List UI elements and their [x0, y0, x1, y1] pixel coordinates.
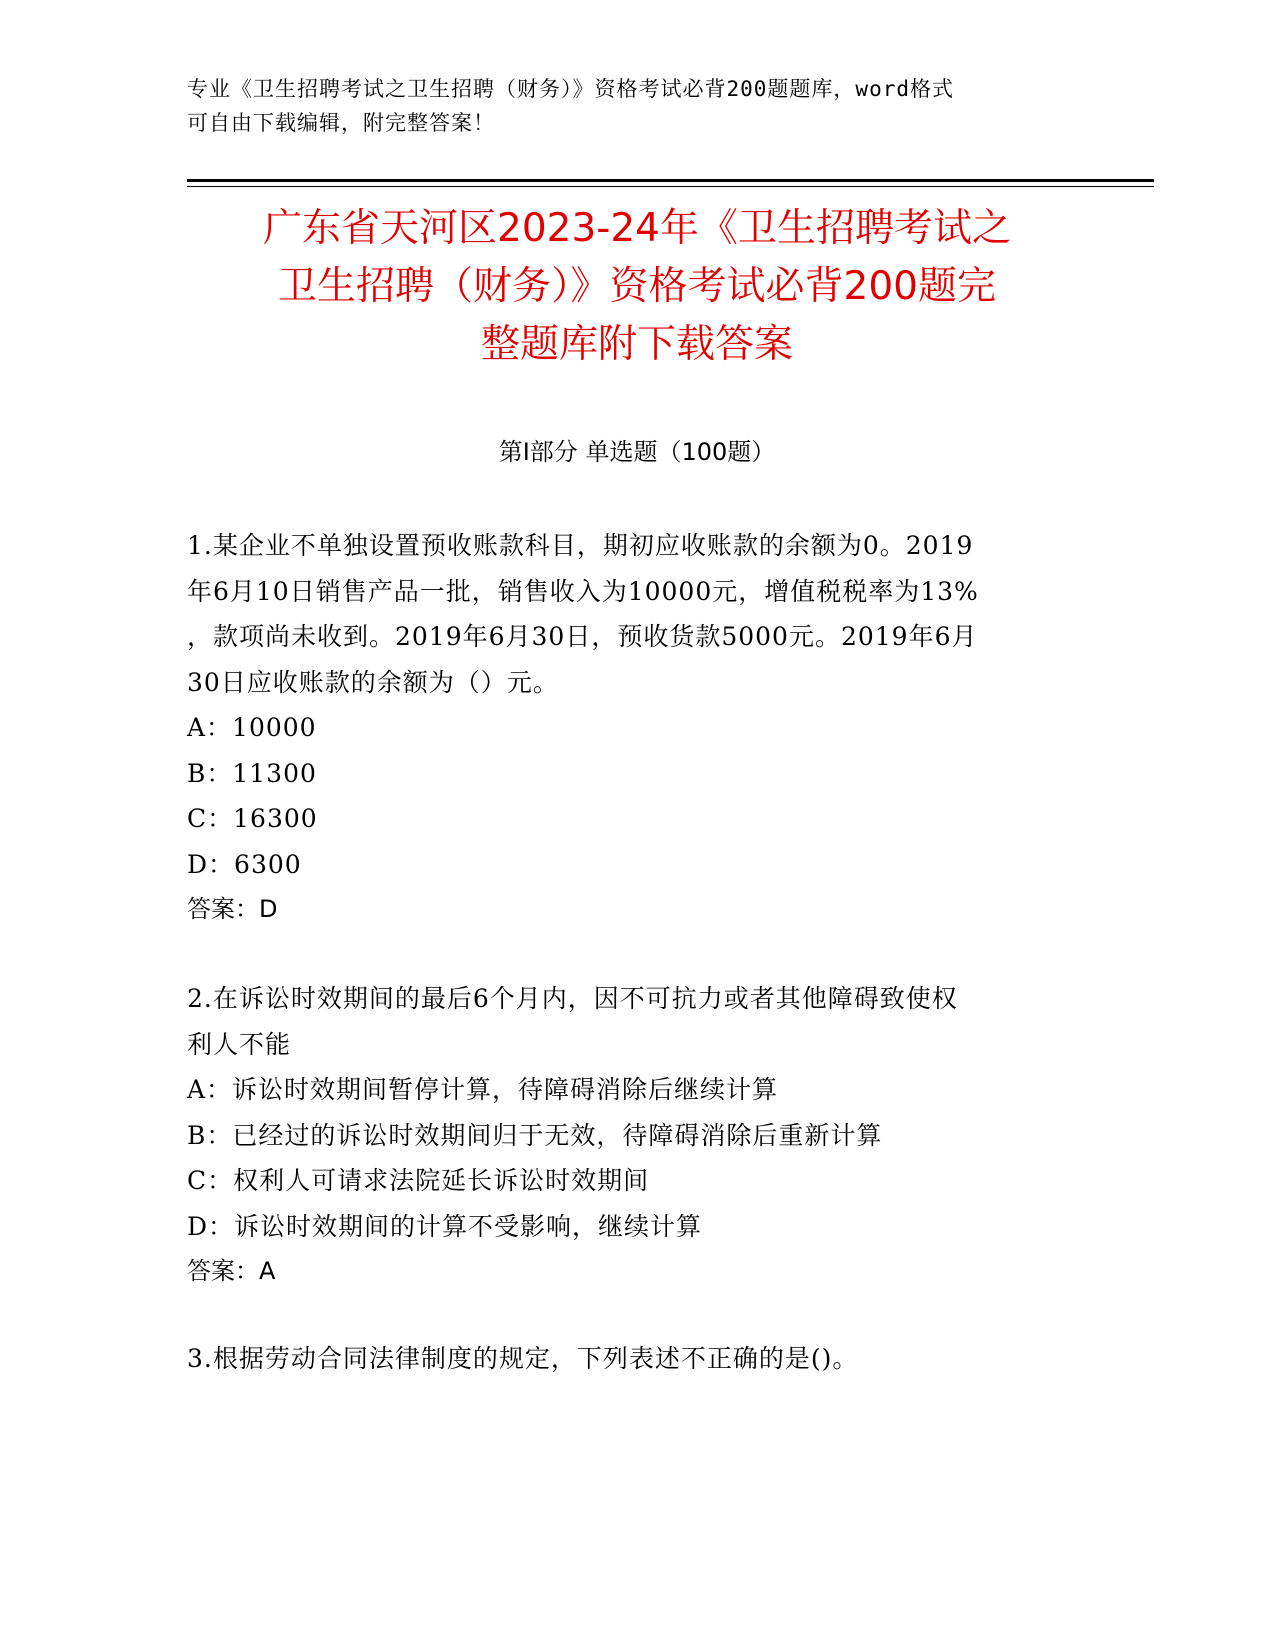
question-stem — [187, 976, 1067, 1067]
answer: 答案：A — [187, 1257, 276, 1285]
title-line: 卫生招聘（财务）》资格考试必背200题完 — [278, 264, 996, 309]
option-c: C：16300 — [187, 804, 318, 833]
stem-line: 2.在诉讼时效期间的最后6个月内，因不可抗力或者其他障碍致使权 — [187, 984, 958, 1013]
header-note — [187, 72, 1067, 140]
answer: 答案：D — [187, 895, 278, 923]
stem-line: ，款项尚未收到。2019年6月30日，预收货款5000元。2019年6月 — [187, 622, 978, 651]
header-note-line: 可自由下载编辑，附完整答案！ — [187, 111, 495, 135]
stem-line: 30日应收账款的余额为（）元。 — [187, 667, 559, 697]
option-d: D：诉讼时效期间的计算不受影响，继续计算 — [187, 1211, 703, 1241]
stem-line: 年6月10日销售产品一批，销售收入为10000元，增值税税率为13% — [187, 576, 979, 606]
stem-line: 1.某企业不单独设置预收账款科目，期初应收账款的余额为0。2019 — [187, 531, 974, 560]
option-b: B：11300 — [187, 758, 317, 788]
option-a: A：诉讼时效期间暂停计算，待障碍消除后继续计算 — [187, 1075, 779, 1104]
title-line: 整题库附下载答案 — [480, 322, 793, 367]
question-3 — [187, 1336, 1067, 1382]
header-divider-thick — [187, 179, 1154, 182]
option-a: A：10000 — [187, 713, 317, 742]
question-1 — [187, 523, 1067, 933]
section-title: 第I部分 单选题（100题） — [498, 438, 776, 466]
stem-line: 3.根据劳动合同法律制度的规定，下列表述不正确的是()。 — [187, 1344, 859, 1373]
question-stem — [187, 523, 1067, 705]
title-line: 广东省天河区2023-24年《卫生招聘考试之 — [263, 206, 1011, 251]
header-note-line: 专业《卫生招聘考试之卫生招聘（财务）》资格考试必背200题题库，word格式 — [187, 77, 954, 101]
option-c: C：权利人可请求法院延长诉讼时效期间 — [187, 1166, 650, 1195]
option-d: D：6300 — [187, 849, 302, 879]
question-stem — [187, 1336, 1067, 1382]
question-2 — [187, 976, 1067, 1295]
stem-line: 利人不能 — [187, 1029, 292, 1059]
header-divider-thin — [187, 186, 1154, 187]
option-b: B：已经过的诉讼时效期间归于无效，待障碍消除后重新计算 — [187, 1120, 883, 1150]
document-title — [187, 200, 1087, 374]
